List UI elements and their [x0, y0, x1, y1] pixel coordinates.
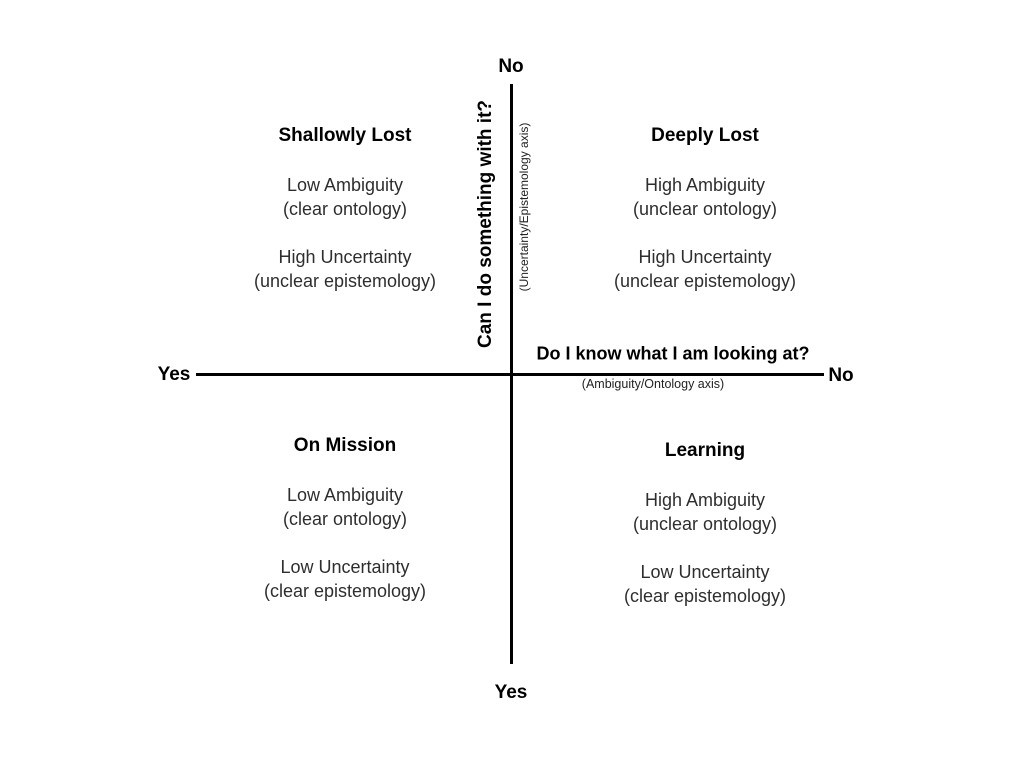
- quadrant-line: (unclear epistemology): [253, 271, 437, 291]
- quadrant-title: On Mission: [293, 435, 397, 456]
- spacer: [175, 221, 515, 245]
- quadrant-line: Low Ambiguity: [286, 175, 404, 195]
- quadrant-line: (unclear ontology): [632, 199, 778, 219]
- quadrant-title: Learning: [664, 440, 746, 461]
- quadrant-title: Shallowly Lost: [278, 125, 412, 146]
- quadrant-title: Deeply Lost: [651, 125, 759, 146]
- vertical-axis-top-label: No: [498, 56, 524, 77]
- spacer: [175, 531, 515, 555]
- spacer: [535, 462, 875, 488]
- quadrant-line: (clear epistemology): [623, 586, 787, 606]
- quadrant-line: (clear ontology): [282, 199, 408, 219]
- horizontal-axis-title: Do I know what I am looking at?: [536, 343, 810, 364]
- horizontal-axis-left-label: Yes: [157, 364, 191, 385]
- quadrant-on-mission: [175, 435, 515, 603]
- quadrant-shallowly-lost: [175, 125, 515, 293]
- quadrant-line: Low Uncertainty: [280, 557, 410, 577]
- quadrant-line: High Ambiguity: [644, 175, 766, 195]
- vertical-axis-subtitle: (Uncertainty/Epistemology axis): [517, 122, 531, 292]
- quadrant-line: Low Uncertainty: [640, 562, 770, 582]
- quadrant-line: (unclear epistemology): [613, 271, 797, 291]
- spacer: [535, 147, 875, 173]
- quadrant-line: (clear ontology): [282, 509, 408, 529]
- horizontal-axis-right-label: No: [828, 365, 854, 386]
- vertical-axis-bottom-label: Yes: [494, 682, 528, 703]
- quadrant-line: (clear epistemology): [263, 581, 427, 601]
- quadrant-learning: [535, 440, 875, 608]
- spacer: [535, 536, 875, 560]
- quadrant-line: High Uncertainty: [638, 247, 772, 267]
- vertical-axis-title: Can I do something with it?: [475, 99, 496, 349]
- horizontal-axis-subtitle: (Ambiguity/Ontology axis): [581, 377, 725, 391]
- quadrant-line: Low Ambiguity: [286, 485, 404, 505]
- quadrant-line: (unclear ontology): [632, 514, 778, 534]
- quadrant-line: High Ambiguity: [644, 490, 766, 510]
- quadrant-deeply-lost: [535, 125, 875, 293]
- spacer: [535, 221, 875, 245]
- spacer: [175, 457, 515, 483]
- quadrant-line: High Uncertainty: [278, 247, 412, 267]
- spacer: [175, 147, 515, 173]
- horizontal-axis-line: [196, 373, 824, 376]
